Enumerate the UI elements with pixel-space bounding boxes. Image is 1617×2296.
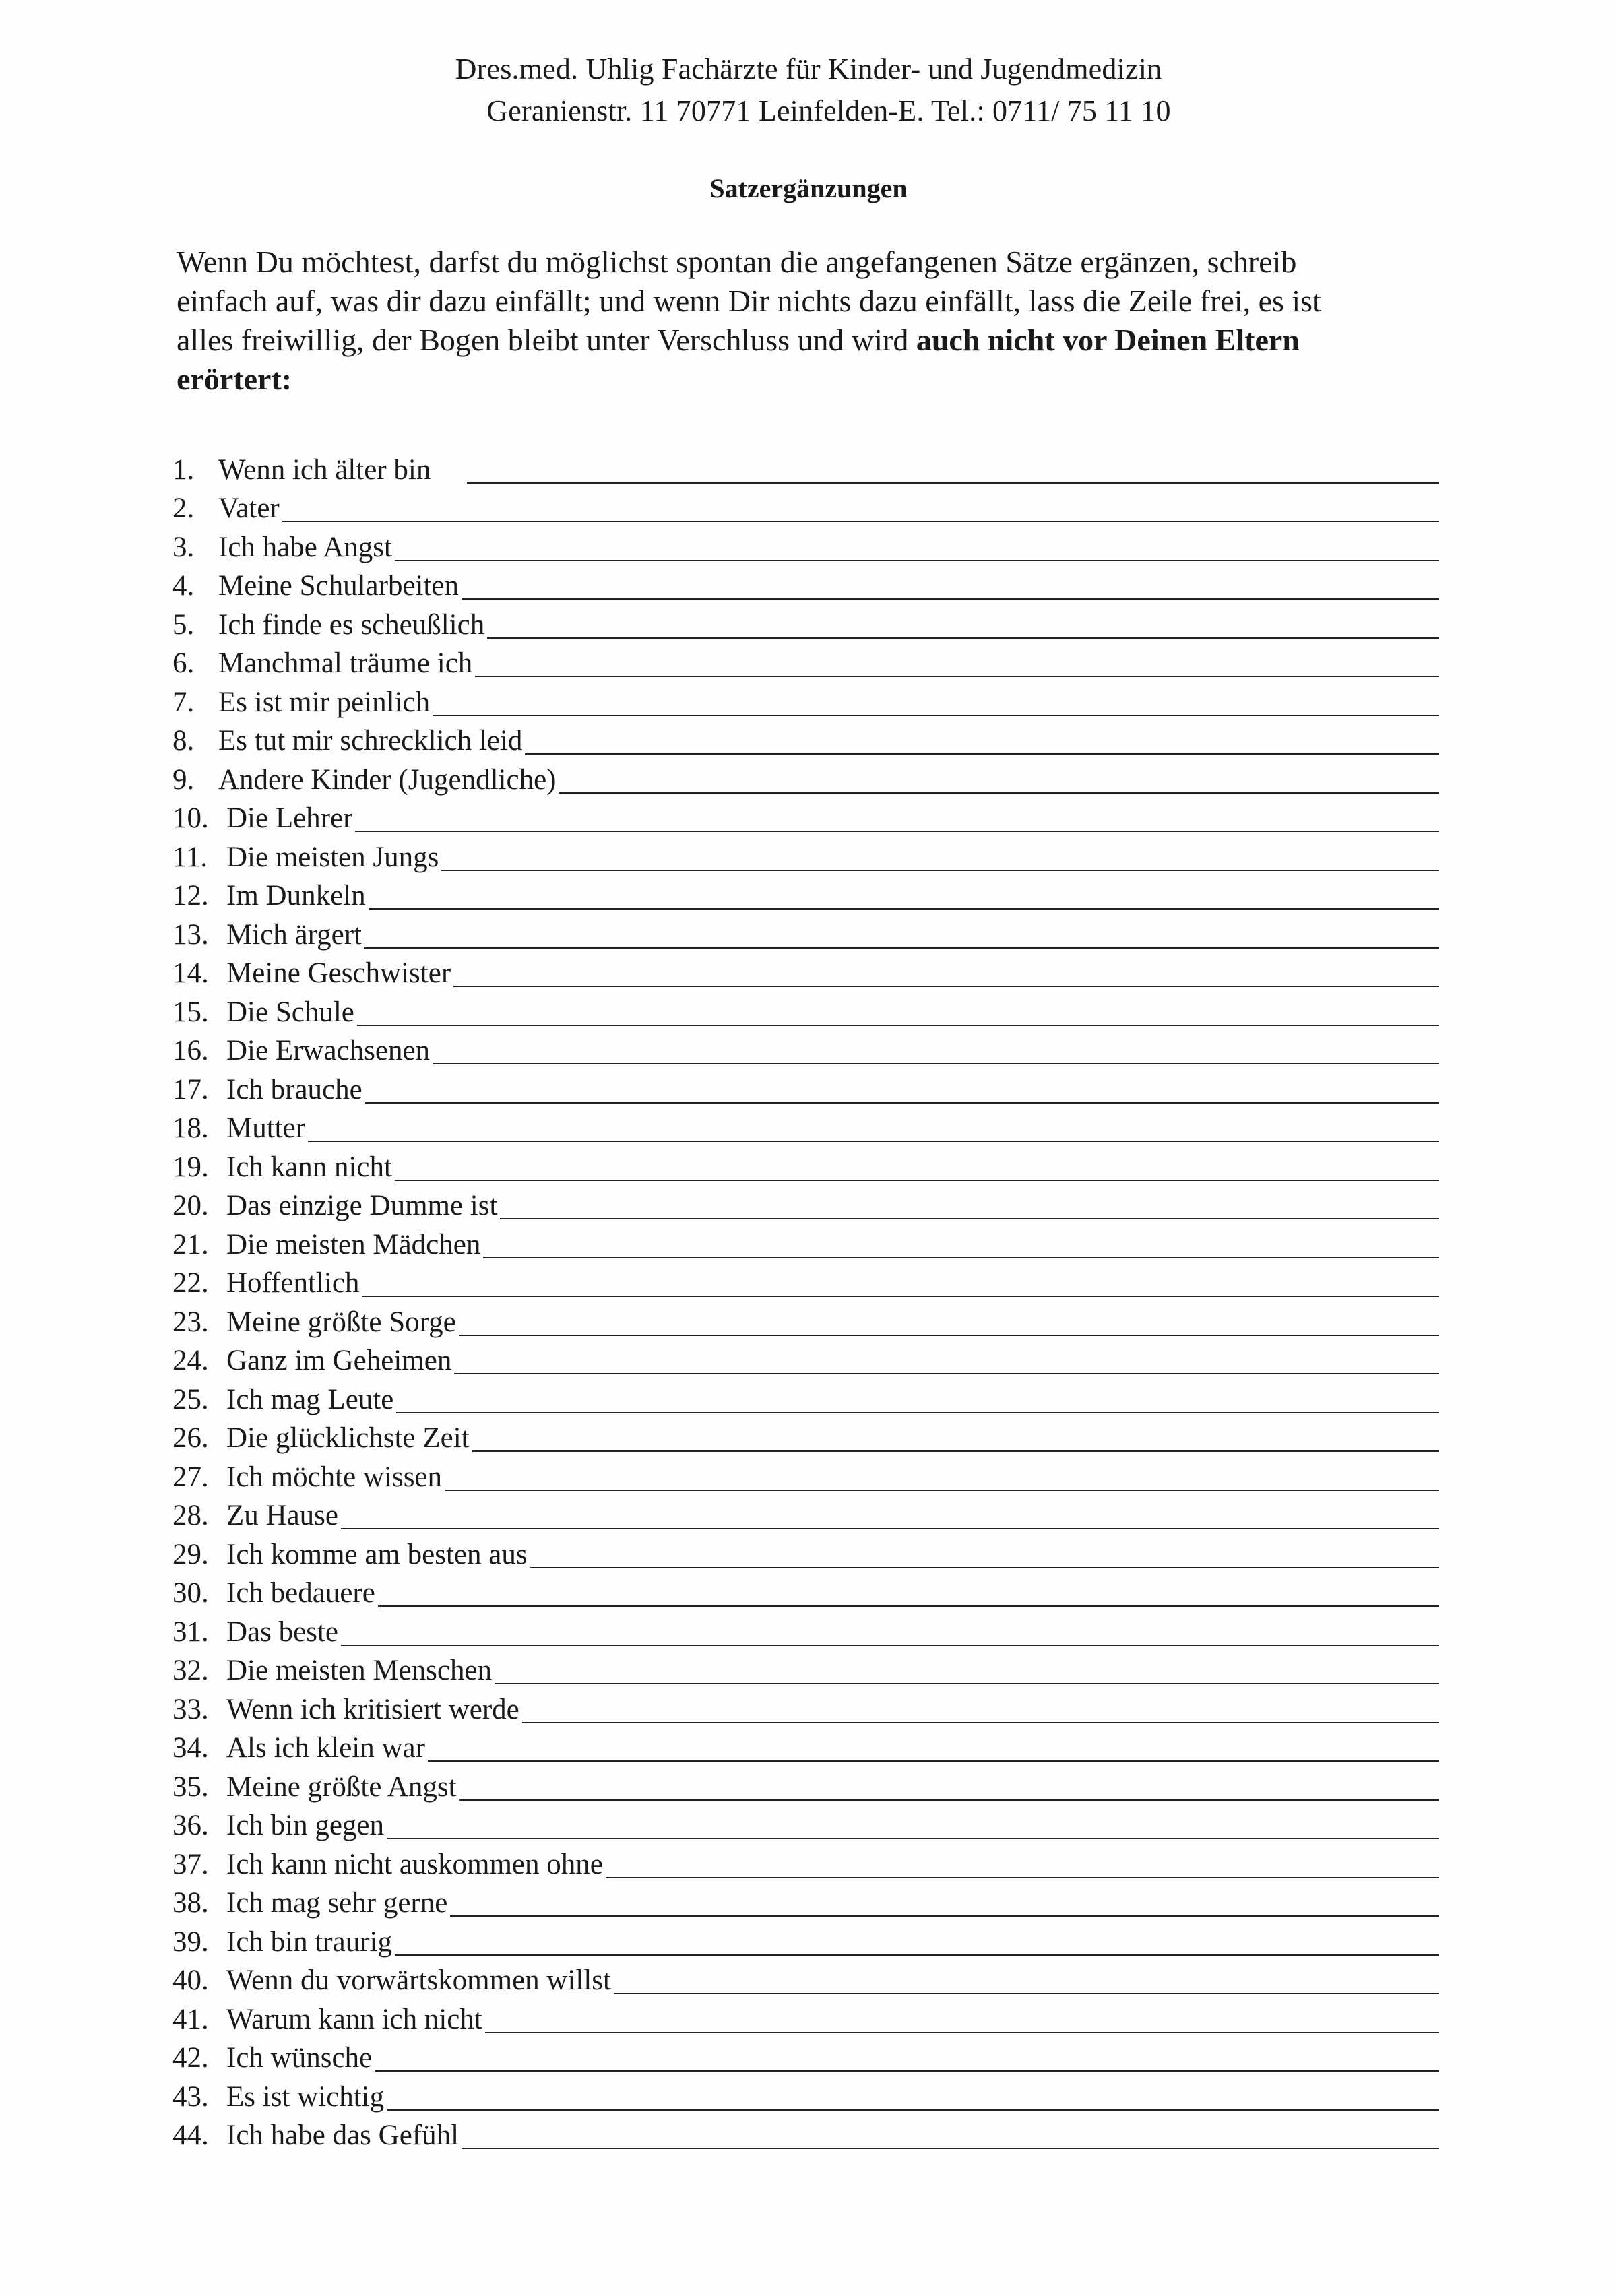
item-number: 19. xyxy=(172,1151,209,1183)
item-prompt: Ich bedauere xyxy=(226,1577,375,1609)
answer-line[interactable] xyxy=(467,482,1439,484)
letterhead-address: Geranienstr. 11 70771 Leinfelden-E. Tel.: 0711/ 75 11 10 xyxy=(486,94,1171,127)
answer-line[interactable] xyxy=(378,1605,1439,1607)
list-item xyxy=(172,1998,1439,2037)
item-number: 1. xyxy=(172,453,195,486)
item-prompt: Ich kann nicht auskommen ohne xyxy=(226,1848,603,1880)
item-number: 23. xyxy=(172,1306,209,1338)
intro-line: einfach auf, was dir dazu einfällt; und wenn Dir nichts dazu einfällt, lass die Zeile frei, es ist xyxy=(177,284,1321,318)
item-prompt: Wenn ich kritisiert werde xyxy=(226,1693,519,1725)
intro-emphasis: auch nicht vor Deinen Eltern xyxy=(916,323,1300,357)
answer-line[interactable] xyxy=(500,1217,1439,1219)
item-prompt: Meine größte Sorge xyxy=(226,1306,456,1338)
list-item xyxy=(172,1378,1439,1417)
item-number: 7. xyxy=(172,686,195,718)
item-prompt: Mutter xyxy=(226,1112,306,1144)
answer-line[interactable] xyxy=(433,1062,1439,1064)
item-number: 32. xyxy=(172,1655,209,1686)
item-number: 40. xyxy=(172,1965,209,1996)
answer-line[interactable] xyxy=(396,1411,1439,1413)
answer-line[interactable] xyxy=(362,1295,1439,1297)
item-prompt: Die Schule xyxy=(226,996,354,1028)
list-item xyxy=(172,1456,1439,1495)
answer-line[interactable] xyxy=(445,1489,1439,1491)
item-prompt: Die meisten Menschen xyxy=(226,1655,493,1686)
answer-line[interactable] xyxy=(364,947,1439,949)
list-item xyxy=(172,1030,1439,1069)
item-number: 30. xyxy=(172,1577,209,1609)
list-item xyxy=(172,2076,1439,2115)
answer-line[interactable] xyxy=(365,1102,1439,1104)
answer-line[interactable] xyxy=(522,1721,1439,1723)
answer-line[interactable] xyxy=(355,830,1439,832)
list-item xyxy=(172,1843,1439,1882)
item-number: 20. xyxy=(172,1190,209,1221)
item-prompt: Ich brauche xyxy=(226,1073,362,1106)
list-item xyxy=(172,604,1439,643)
answer-line[interactable] xyxy=(341,1644,1439,1646)
list-item xyxy=(172,1727,1439,1766)
answer-line[interactable] xyxy=(459,1334,1439,1336)
list-item xyxy=(172,1805,1439,1844)
item-number: 29. xyxy=(172,1538,209,1570)
item-number: 14. xyxy=(172,957,209,989)
letterhead-practice-name: Dres.med. Uhlig Fachärzte für Kinder- und Jugendmedizin xyxy=(455,53,1162,86)
answer-line[interactable] xyxy=(433,714,1439,716)
list-item xyxy=(172,1263,1439,1302)
answer-line[interactable] xyxy=(487,637,1439,639)
item-number: 28. xyxy=(172,1500,209,1531)
letterhead xyxy=(0,49,1617,132)
item-number: 12. xyxy=(172,880,209,912)
answer-line[interactable] xyxy=(462,598,1439,600)
page-title: Satzergänzungen xyxy=(709,173,908,203)
item-number: 34. xyxy=(172,1732,209,1764)
item-prompt: Im Dunkeln xyxy=(226,880,366,912)
list-item xyxy=(172,2115,1439,2154)
answer-line[interactable] xyxy=(495,1682,1439,1684)
item-prompt: Wenn du vorwärtskommen willst xyxy=(226,1965,611,1996)
list-item xyxy=(172,1921,1439,1960)
answer-line[interactable] xyxy=(483,1256,1439,1258)
item-number: 36. xyxy=(172,1810,209,1841)
answer-line[interactable] xyxy=(395,1179,1439,1181)
answer-line[interactable] xyxy=(454,1372,1439,1374)
item-prompt: Ich komme am besten aus xyxy=(226,1538,528,1570)
item-prompt: Meine Geschwister xyxy=(226,957,451,989)
item-prompt: Als ich klein war xyxy=(226,1732,425,1764)
item-prompt: Andere Kinder (Jugendliche) xyxy=(218,763,557,796)
list-item xyxy=(172,643,1439,682)
answer-line[interactable] xyxy=(375,2070,1439,2072)
intro-emphasis: erörtert: xyxy=(177,362,292,396)
item-prompt: Ich habe das Gefühl xyxy=(226,2119,459,2151)
list-item xyxy=(172,488,1439,527)
item-prompt: Ich habe Angst xyxy=(218,531,392,563)
list-item xyxy=(172,2037,1439,2076)
intro-line xyxy=(177,360,1443,399)
list-item xyxy=(172,681,1439,720)
item-number: 24. xyxy=(172,1345,209,1376)
answer-line[interactable] xyxy=(428,1760,1439,1762)
intro-line-text: alles freiwillig, der Bogen bleibt unter Verschluss und wird xyxy=(177,323,916,357)
item-number: 31. xyxy=(172,1616,209,1648)
item-prompt: Manchmal träume ich xyxy=(218,647,473,679)
answer-line[interactable] xyxy=(369,907,1439,910)
item-number: 17. xyxy=(172,1073,209,1106)
item-prompt: Es tut mir schrecklich leid xyxy=(218,725,523,757)
answer-line[interactable] xyxy=(485,2031,1439,2033)
item-number: 38. xyxy=(172,1887,209,1919)
list-item xyxy=(172,953,1439,992)
answer-line[interactable] xyxy=(525,753,1439,755)
item-prompt: Wenn ich älter bin xyxy=(218,453,431,486)
item-number: 10. xyxy=(172,802,209,834)
item-prompt: Ganz im Geheimen xyxy=(226,1345,452,1376)
item-number: 39. xyxy=(172,1925,209,1958)
item-number: 9. xyxy=(172,763,195,796)
intro-paragraph xyxy=(177,243,1443,399)
item-prompt: Hoffentlich xyxy=(226,1267,360,1299)
list-item xyxy=(172,1960,1439,1999)
item-number: 6. xyxy=(172,647,195,679)
list-item xyxy=(172,1146,1439,1185)
list-item xyxy=(172,1882,1439,1921)
answer-line[interactable] xyxy=(462,2147,1439,2149)
list-item xyxy=(172,1108,1439,1147)
item-number: 27. xyxy=(172,1461,209,1493)
item-number: 42. xyxy=(172,2042,209,2074)
sentence-completion-list xyxy=(172,449,1439,2153)
item-number: 4. xyxy=(172,570,195,602)
list-item xyxy=(172,1688,1439,1727)
list-item xyxy=(172,1533,1439,1572)
list-item xyxy=(172,449,1439,488)
answer-line[interactable] xyxy=(441,869,1439,871)
answer-line[interactable] xyxy=(357,1024,1439,1026)
item-prompt: Zu Hause xyxy=(226,1500,338,1531)
item-prompt: Ich bin traurig xyxy=(226,1925,392,1958)
list-item xyxy=(172,991,1439,1030)
item-number: 37. xyxy=(172,1848,209,1880)
item-prompt: Die Erwachsenen xyxy=(226,1035,431,1066)
item-number: 35. xyxy=(172,1771,209,1803)
item-number: 5. xyxy=(172,608,195,641)
list-item xyxy=(172,1766,1439,1805)
answer-line[interactable] xyxy=(475,675,1439,677)
item-number: 2. xyxy=(172,492,195,524)
item-prompt: Meine größte Angst xyxy=(226,1771,457,1803)
item-prompt: Ich kann nicht xyxy=(226,1151,392,1183)
answer-line[interactable] xyxy=(387,1837,1439,1839)
list-item xyxy=(172,1495,1439,1534)
answer-line[interactable] xyxy=(308,1140,1439,1142)
answer-line[interactable] xyxy=(282,520,1439,522)
item-number: 26. xyxy=(172,1422,209,1454)
item-prompt: Ich mag sehr gerne xyxy=(226,1887,448,1919)
item-number: 44. xyxy=(172,2119,209,2151)
item-number: 22. xyxy=(172,1267,209,1299)
answer-line[interactable] xyxy=(530,1566,1439,1568)
item-number: 11. xyxy=(172,841,208,873)
answer-line[interactable] xyxy=(606,1876,1439,1878)
list-item xyxy=(172,1301,1439,1340)
answer-line[interactable] xyxy=(559,792,1439,794)
list-item xyxy=(172,1223,1439,1263)
item-number: 16. xyxy=(172,1035,209,1066)
item-prompt: Die glücklichste Zeit xyxy=(226,1422,470,1454)
item-number: 13. xyxy=(172,918,209,951)
answer-line[interactable] xyxy=(450,1915,1439,1917)
item-number: 15. xyxy=(172,996,209,1028)
answer-line[interactable] xyxy=(395,1954,1439,1956)
list-item xyxy=(172,1611,1439,1650)
list-item xyxy=(172,1185,1439,1224)
item-prompt: Es ist mir peinlich xyxy=(218,686,431,718)
list-item xyxy=(172,1069,1439,1108)
item-prompt: Die meisten Jungs xyxy=(226,841,439,873)
item-number: 33. xyxy=(172,1693,209,1725)
item-number: 21. xyxy=(172,1228,209,1261)
answer-line[interactable] xyxy=(395,559,1439,561)
list-item xyxy=(172,1572,1439,1612)
item-prompt: Mich ärgert xyxy=(226,918,362,951)
item-prompt: Das einzige Dumme ist xyxy=(226,1190,498,1221)
intro-line xyxy=(177,321,1443,360)
intro-line: Wenn Du möchtest, darfst du möglichst spontan die angefangenen Sätze ergänzen, schreib xyxy=(177,245,1297,279)
item-prompt: Meine Schularbeiten xyxy=(218,570,459,602)
item-number: 3. xyxy=(172,531,195,563)
list-item xyxy=(172,798,1439,837)
answer-line[interactable] xyxy=(387,2109,1439,2111)
item-prompt: Vater xyxy=(218,492,280,524)
list-item xyxy=(172,720,1439,759)
list-item xyxy=(172,1650,1439,1689)
answer-line[interactable] xyxy=(472,1450,1439,1452)
list-item xyxy=(172,565,1439,604)
item-prompt: Ich finde es scheußlich xyxy=(218,608,485,641)
item-prompt: Die Lehrer xyxy=(226,802,353,834)
list-item xyxy=(172,1340,1439,1379)
list-item xyxy=(172,836,1439,875)
item-number: 8. xyxy=(172,725,195,757)
item-prompt: Das beste xyxy=(226,1616,338,1648)
item-prompt: Ich wünsche xyxy=(226,2042,373,2074)
answer-line[interactable] xyxy=(614,1992,1439,1994)
list-item xyxy=(172,526,1439,565)
list-item xyxy=(172,759,1439,798)
list-item xyxy=(172,875,1439,914)
item-prompt: Ich möchte wissen xyxy=(226,1461,443,1493)
list-item xyxy=(172,1417,1439,1457)
item-prompt: Die meisten Mädchen xyxy=(226,1228,481,1261)
item-prompt: Ich mag Leute xyxy=(226,1383,394,1415)
item-number: 43. xyxy=(172,2080,209,2113)
item-prompt: Ich bin gegen xyxy=(226,1810,385,1841)
item-prompt: Warum kann ich nicht xyxy=(226,2003,482,2035)
item-number: 18. xyxy=(172,1112,209,1144)
answer-line[interactable] xyxy=(453,985,1439,987)
answer-line[interactable] xyxy=(459,1799,1439,1801)
answer-line[interactable] xyxy=(341,1527,1439,1529)
list-item xyxy=(172,914,1439,953)
item-number: 25. xyxy=(172,1383,209,1415)
item-prompt: Es ist wichtig xyxy=(226,2080,385,2113)
item-number: 41. xyxy=(172,2003,209,2035)
